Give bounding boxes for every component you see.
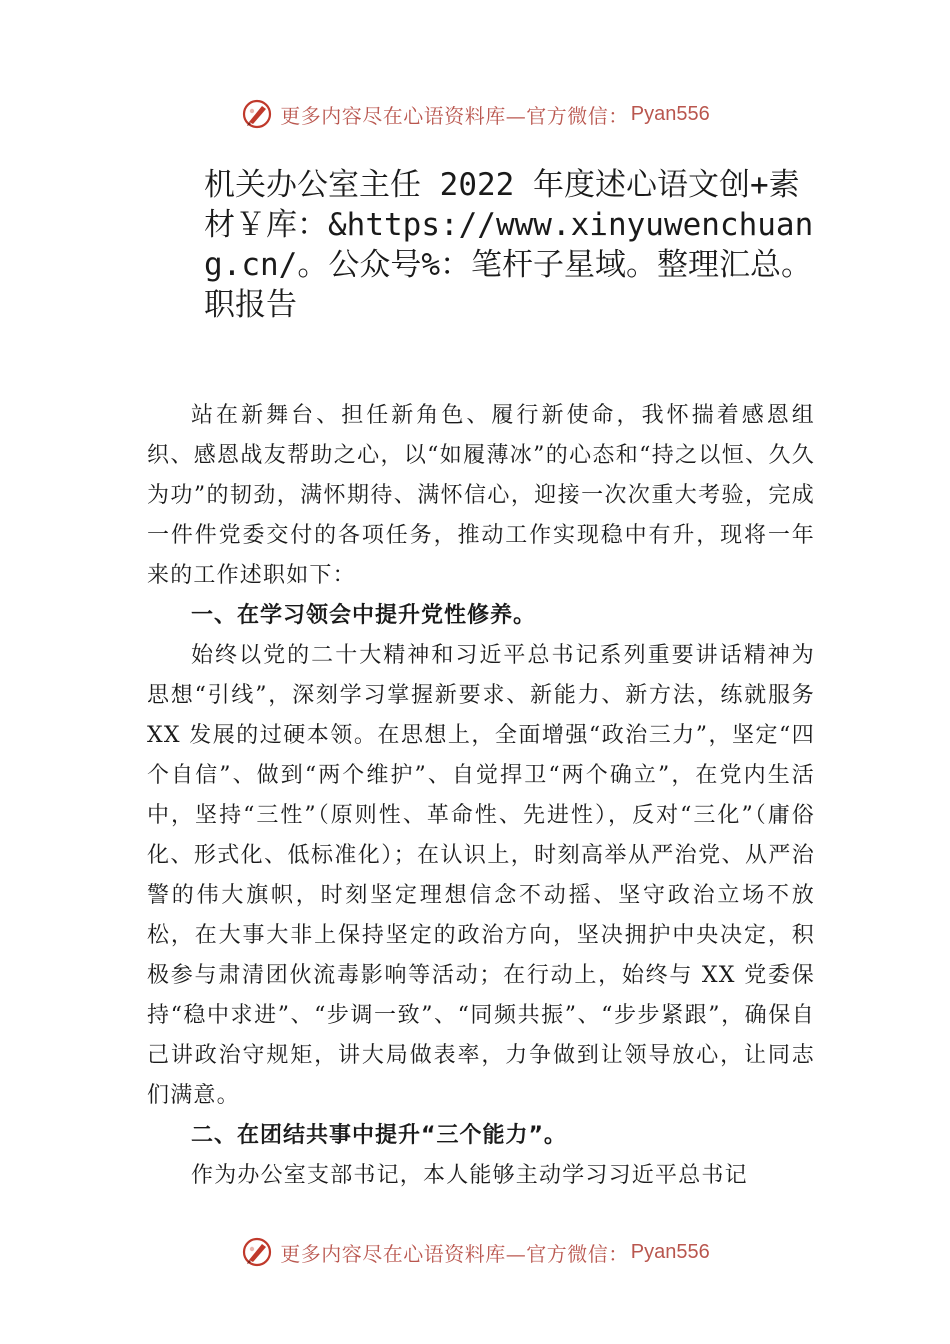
section-2-paragraph: 作为办公室支部书记，本人能够主动学习习近平总书记 <box>191 1163 748 1188</box>
pen-logo-icon <box>240 1235 274 1269</box>
intro-paragraph: 站在新舞台、担任新角色、履行新使命，我怀揣着感恩组织、感恩战友帮助之心，以“如履薄冰”的心态和“持之以恒、久久为功”的韧劲，满怀期待、满怀信心，迎接一次次重大考验，完成一件件党委交付的各项任务，推动工作实现稳中有升，现将一年来的工作述职如下： <box>147 403 815 588</box>
document-body <box>147 396 815 1196</box>
section-1-heading: 一、在学习领会中提升党性修养。 <box>191 603 537 628</box>
section-1-paragraph: 始终以党的二十大精神和习近平总书记系列重要讲话精神为思想“引线”，深刻学习掌握新要求、新能力、新方法，练就服务 XX 发展的过硬本领。在思想上，全面增强“政治三力”，坚定“四个自信”、做到“两个维护”、自觉捍卫“两个确立”，在党内生活中，坚持“三性”（原则性、革命性、先进性），反对“三化”（庸俗化、形式化、低标准化）；在认识上，时刻高举从严治党、从严治警的伟大旗帜，时刻坚定理想信念不动摇、坚守政治立场不放松，在大事大非上保持坚定的政治方向，坚决拥护中央决定，积极参与肃清团伙流毒影响等活动；在行动上，始终与 XX 党委保持“稳中求进”、“步调一致”、“同频共振”、“步步紧跟”，确保自己讲政治守规矩，讲大局做表率，力争做到让领导放心，让同志们满意。 <box>147 643 815 1108</box>
watermark-handle: Pyan556 <box>630 102 710 125</box>
watermark-text: 更多内容尽在心语资料库—官方微信： <box>280 103 629 128</box>
watermark-text: 更多内容尽在心语资料库—官方微信： <box>280 1241 629 1266</box>
watermark-banner-bottom <box>0 1232 950 1272</box>
document-title: 机关办公室主任 2022 年度述心语文创+素材￥库：&https://www.xinyuwenchuang.cn/。公众号%：笔杆子星域。整理汇总。职报告 <box>204 167 814 323</box>
watermark-handle: Pyan556 <box>630 1240 710 1263</box>
section-2-heading: 二、在团结共事中提升“三个能力”。 <box>191 1123 567 1148</box>
pen-logo-icon <box>240 97 274 131</box>
watermark-banner-top <box>0 94 950 134</box>
